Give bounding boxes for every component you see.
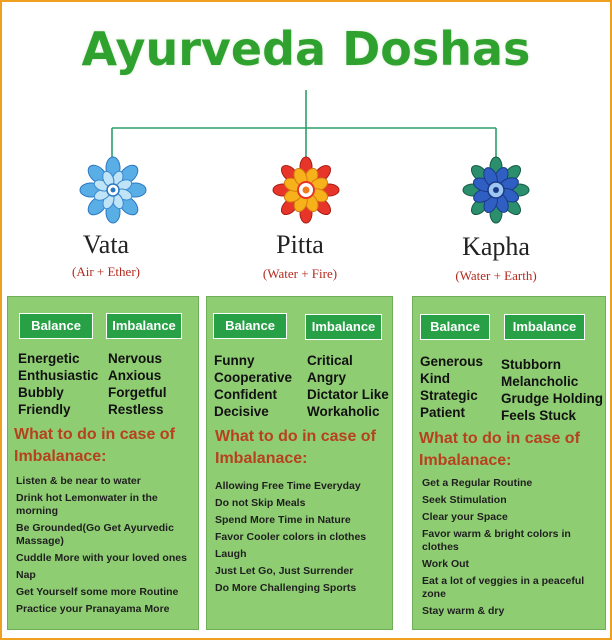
page-title: Ayurveda Doshas [81, 22, 531, 76]
kapha-action: Clear your Space [422, 511, 508, 523]
vata-action: Practice your Pranayama More [16, 603, 170, 615]
vata-imbalance-trait: Anxious [108, 368, 162, 383]
kapha-action: Eat a lot of veggies in a peaceful [422, 575, 585, 587]
pitta-action: Do More Challenging Sports [215, 582, 357, 594]
pitta-imbalance-trait: Dictator Like [307, 387, 389, 402]
pitta-imbalance-heading: Imbalanace: [215, 450, 308, 467]
pitta-imbalance-trait: Workaholic [307, 404, 380, 419]
kapha-action: Work Out [422, 558, 470, 570]
kapha-action: zone [422, 588, 446, 600]
kapha-imbalance-heading: Imbalanace: [419, 452, 512, 469]
pitta-action: Do not Skip Meals [215, 497, 306, 509]
kapha-imbalance-tag: Imbalance [504, 314, 585, 340]
vata-balance-trait: Friendly [18, 402, 71, 417]
vata-imbalance-trait: Nervous [108, 351, 163, 366]
blue-mandala-icon [78, 155, 148, 225]
vata-imbalance-trait: Restless [108, 402, 164, 417]
kapha-balance-tag: Balance [420, 314, 490, 340]
dosha-name-vata: Vata [82, 230, 130, 259]
vata-action: Listen & be near to water [16, 475, 141, 487]
dosha-elements-pitta: (Water + Fire) [262, 266, 338, 281]
pitta-imbalance-trait: Angry [307, 370, 347, 385]
vata-imbalance-trait: Forgetful [108, 385, 167, 400]
pitta-imbalance-trait: Critical [307, 353, 353, 368]
vata-action: Nap [16, 569, 36, 581]
pitta-imbalance-heading: What to do in case of [215, 428, 376, 445]
dosha-name-pitta: Pitta [276, 230, 324, 259]
kapha-action: Seek Stimulation [422, 494, 507, 506]
kapha-action: clothes [422, 541, 459, 553]
pitta-action: Laugh [215, 548, 247, 560]
vata-action: morning [16, 505, 58, 517]
pitta-balance-trait: Decisive [214, 404, 269, 419]
kapha-imbalance-trait: Melancholic [501, 374, 579, 389]
vata-imbalance-heading: What to do in case of [14, 426, 175, 443]
vata-balance-trait: Energetic [18, 351, 80, 366]
pitta-balance-trait: Confident [214, 387, 277, 402]
vata-balance-tag: Balance [19, 313, 93, 339]
kapha-imbalance-trait: Feels Stuck [501, 408, 577, 423]
pitta-imbalance-tag: Imbalance [305, 314, 382, 340]
kapha-balance-trait: Patient [420, 405, 466, 420]
kapha-action: Stay warm & dry [422, 605, 505, 617]
vata-action: Massage) [16, 535, 64, 547]
fire-mandala-icon [271, 155, 341, 225]
dosha-elements-vata: (Air + Ether) [72, 264, 140, 279]
kapha-imbalance-trait: Stubborn [501, 357, 561, 372]
pitta-action: Allowing Free Time Everyday [215, 480, 361, 492]
kapha-balance-trait: Kind [420, 371, 450, 386]
vata-action: Drink hot Lemonwater in the [16, 492, 158, 504]
earth-mandala-icon [461, 155, 531, 225]
vata-imbalance-heading: Imbalanace: [14, 448, 107, 465]
vata-action: Get Yourself some more Routine [16, 586, 179, 598]
vata-imbalance-tag: Imbalance [106, 313, 182, 339]
kapha-imbalance-trait: Grudge Holding [501, 391, 603, 406]
kapha-balance-trait: Strategic [420, 388, 478, 403]
pitta-balance-trait: Cooperative [214, 370, 293, 385]
pitta-action: Favor Cooler colors in clothes [215, 531, 367, 543]
pitta-balance-tag: Balance [213, 313, 287, 339]
vata-action: Be Grounded(Go Get Ayurvedic [16, 522, 174, 534]
dosha-elements-kapha: (Water + Earth) [455, 268, 537, 283]
vata-balance-trait: Bubbly [18, 385, 64, 400]
vata-action: Cuddle More with your loved ones [16, 552, 187, 564]
pitta-action: Just Let Go, Just Surrender [215, 565, 354, 577]
pitta-balance-trait: Funny [214, 353, 255, 368]
kapha-action: Get a Regular Routine [422, 477, 533, 489]
kapha-balance-trait: Generous [420, 354, 484, 369]
vata-balance-trait: Enthusiastic [18, 368, 99, 383]
kapha-action: Favor warm & bright colors in [422, 528, 571, 540]
pitta-action: Spend More Time in Nature [215, 514, 351, 526]
kapha-imbalance-heading: What to do in case of [419, 430, 580, 447]
dosha-name-kapha: Kapha [462, 232, 530, 261]
